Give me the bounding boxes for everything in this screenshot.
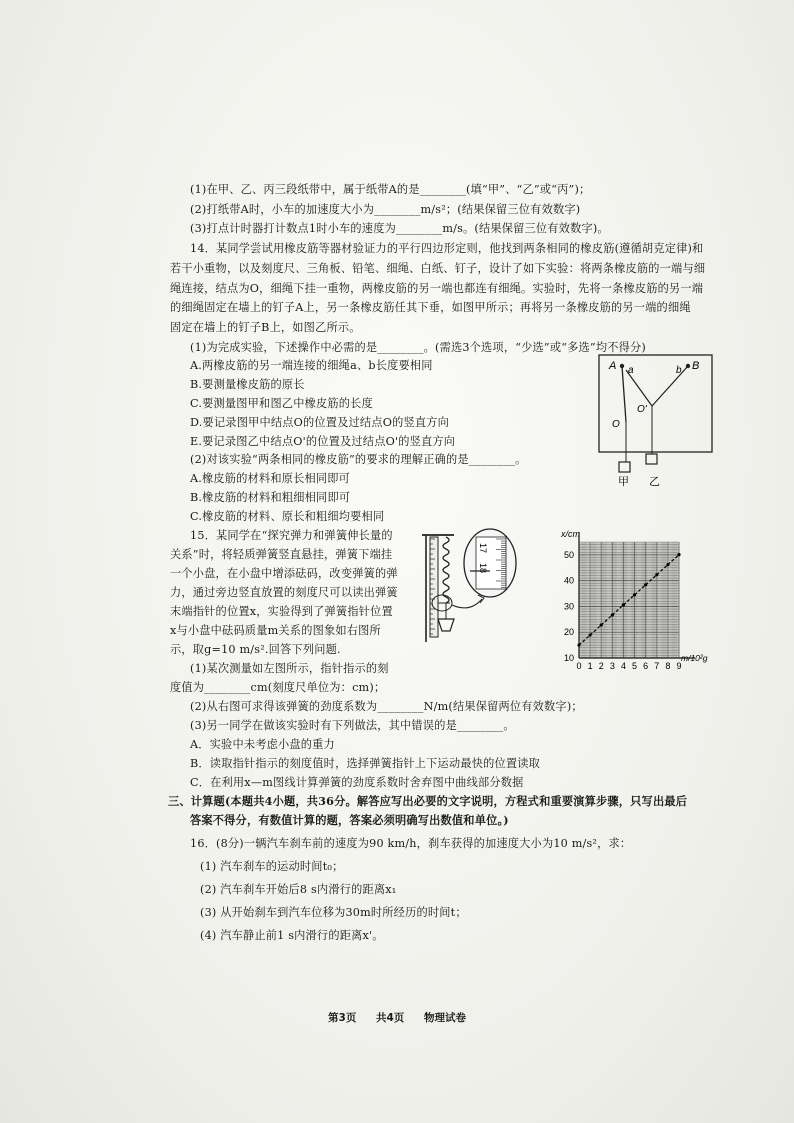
label-O-prime: O': [637, 404, 647, 415]
chart-y-tick-label: 40: [564, 575, 575, 586]
rubber-band-yi-right: [652, 366, 688, 406]
label-b: b: [676, 365, 682, 376]
q14-part2: (2)对该实验“两条相同的橡皮筋”的要求的理解正确的是________。: [190, 453, 527, 466]
vertical-ruler: [430, 537, 438, 637]
q15-stem-3: 一个小盘，在小盘中增添砝码，改变弹簧的弹: [170, 567, 398, 580]
chart-x-tick-label: 3: [609, 661, 615, 671]
chart-y-tick-label: 20: [564, 627, 575, 638]
q14-option-b: B.要测量橡皮筋的原长: [190, 378, 305, 391]
q13-sub2: (2)打纸带A时，小车的加速度大小为________m/s²；(结果保留三位有效数字): [190, 203, 581, 216]
chart-x-tick-label: 1: [587, 661, 593, 671]
q15-option-b: B．读取指针指示的刻度值时，选择弹簧指针上下运动最快的位置读取: [190, 757, 541, 770]
zoom-mark-17: 17: [478, 543, 488, 554]
q15-stem-6: x与小盘中砝码质量m关系的图象如右图所: [170, 624, 381, 637]
chart-point: [666, 563, 669, 566]
q14-option-a: A.两橡皮筋的另一端连接的细绳a、b长度要相同: [190, 359, 433, 372]
chart-x-tick-label: 6: [643, 661, 649, 671]
weight-yi: [646, 454, 657, 464]
spring-coil: [443, 537, 449, 603]
q14-stem-4: 的细绳固定在墙上的钉子A上，另一条橡皮筋任其下垂，如图甲所示；再将另一条橡皮筋的另一端的细绳: [170, 301, 691, 314]
chart-point: [577, 644, 580, 647]
chart-point: [589, 633, 592, 636]
spring-ruler-figure: [420, 527, 520, 647]
q15-part1-b: 度值为________cm(刻度尺单位为：cm)；: [170, 681, 386, 694]
label-B: B: [692, 360, 700, 372]
chart-point: [600, 623, 603, 626]
q14-option-d: D.要记录图甲中结点O的位置及过结点O的竖直方向: [190, 416, 450, 429]
q14-part1: (1)为完成实验，下述操作中必需的是________。(需选3个选项，“少选”或“多选”均不得分): [190, 341, 646, 354]
q14-stem-2: 若干小重物，以及刻度尺、三角板、铅笔、细绳、白纸、钉子，设计了如下实验：将两条橡皮筋的一端与细: [170, 262, 706, 275]
label-A: A: [609, 360, 617, 372]
chart-x-tick-label: 0: [576, 661, 582, 671]
q16-stem: 16．(8分)一辆汽车刹车前的速度为90 km/h，刹车获得的加速度大小为10 m/s²，求：: [190, 837, 632, 850]
q16-part3: (3) 从开始刹车到汽车位移为30m时所经历的时间t；: [200, 906, 467, 919]
chart-point: [644, 583, 647, 586]
q15-stem-1: 15．某同学在“探究弹力和弹簧伸长量的: [190, 529, 393, 542]
x-m-chart: [555, 528, 725, 680]
chart-y-tick-label: 50: [564, 549, 575, 560]
q13-sub1: (1)在甲、乙、丙三段纸带中，属于纸带A的是________(填“甲”、“乙”或“丙”)；: [190, 183, 591, 196]
q15-stem-2: 关系”时，将轻质弹簧竖直悬挂，弹簧下端挂: [170, 548, 393, 561]
q14-part2-option-b: B.橡皮筋的材料和粗细相同即可: [190, 491, 351, 504]
q15-part3: (3)另一同学在做该实验时有下列做法，其中错误的是________。: [190, 719, 515, 732]
q14-stem-1: 14．某同学尝试用橡皮筋等器材验证力的平行四边形定则，他找到两条相同的橡皮筋(遵循胡克定律)和: [190, 242, 704, 255]
chart-point: [622, 603, 625, 606]
q16-part1: (1) 汽车刹车的运动时间t₀；: [200, 860, 344, 873]
chart-ylabel: x/cm: [561, 529, 580, 539]
chart-y-tick-label: 30: [564, 601, 575, 612]
q15-option-a: A．实验中未考虑小盘的重力: [190, 738, 335, 751]
chart-x-tick-label: 7: [654, 661, 660, 671]
chart-y-tick-label: 10: [564, 653, 575, 663]
rubber-band-yi-left: [626, 370, 652, 406]
q14-part2-option-c: C.橡皮筋的材料、原长和粗细均要相同: [190, 510, 385, 523]
label-yi: 乙: [649, 476, 660, 488]
label-jia: 甲: [618, 476, 629, 488]
pan: [438, 619, 454, 631]
q15-stem-5: 末端指针的位置x，实验得到了弹簧指针位置: [170, 605, 393, 618]
q15-part1-a: (1)某次测量如左图所示，指针指示的刻: [190, 662, 389, 675]
label-O: O: [612, 419, 620, 430]
page-footer: [0, 1010, 794, 1025]
q14-stem-3: 绳连接，结点为O，细绳下挂一重物，两橡皮筋的另一端也都连有细绳。实验时，先将一条橡皮筋的另一端: [170, 282, 704, 295]
q16-part4: (4) 汽车静止前1 s内滑行的距离x'。: [200, 929, 384, 942]
chart-x-tick-label: 9: [676, 661, 682, 671]
q15-part2: (2)从右图可求得该弹簧的劲度系数为________N/m(结果保留两位有效数字)；: [190, 700, 583, 713]
chart-point: [611, 613, 614, 616]
weight-jia: [619, 462, 630, 472]
q15-option-c: C．在利用x—m图线计算弹簧的劲度系数时舍弃图中曲线部分数据: [190, 776, 524, 789]
chart-x-tick-label: 8: [665, 661, 671, 671]
q14-part2-option-a: A.橡皮筋的材料和原长相同即可: [190, 472, 351, 485]
chart-axes: [579, 532, 695, 658]
label-a: a: [628, 365, 634, 376]
chart-x-tick-label: 4: [620, 661, 626, 671]
q14-option-c: C.要测量图甲和图乙中橡皮筋的长度: [190, 397, 373, 410]
footer-total: 共4页: [376, 1012, 405, 1024]
chart-point: [633, 593, 636, 596]
q14-stem-5: 固定在墙上的钉子B上，如图乙所示。: [170, 321, 361, 334]
q14-option-e: E.要记录图乙中结点O'的位置及过结点O'的竖直方向: [190, 435, 456, 448]
zoom-arrow: [452, 599, 482, 608]
section3-heading-2: 答案不得分，有数值计算的题，答案必须明确写出数值和单位。): [190, 813, 509, 827]
chart-xlabel: m/10²g: [681, 653, 708, 663]
chart-point: [655, 573, 658, 576]
footer-page: 第3页: [328, 1012, 357, 1024]
q13-sub3: (3)打点计时器打计数点1时小车的速度为________m/s。(结果保留三位有效数字)。: [190, 222, 609, 235]
zoom-mark-18: 18: [478, 563, 488, 574]
q16-part2: (2) 汽车刹车开始后8 s内滑行的距离x₁: [200, 883, 397, 896]
section3-heading-1: 三、计算题(本题共4小题，共36分。解答应写出必要的文字说明，方程式和重要演算步骤，只写出最后: [168, 794, 688, 808]
footer-subject: 物理试卷: [423, 1012, 466, 1024]
rubber-band-figure: [596, 352, 718, 492]
chart-x-tick-label: 2: [598, 661, 604, 671]
chart-point: [677, 553, 680, 556]
rubber-band-jia: [622, 366, 626, 422]
q15-stem-4: 力，通过旁边竖直放置的刻度尺可以读出弹簧: [170, 586, 398, 599]
chart-x-tick-label: 5: [632, 661, 638, 671]
q15-stem-7: 示，取g=10 m/s².回答下列问题.: [170, 643, 341, 656]
